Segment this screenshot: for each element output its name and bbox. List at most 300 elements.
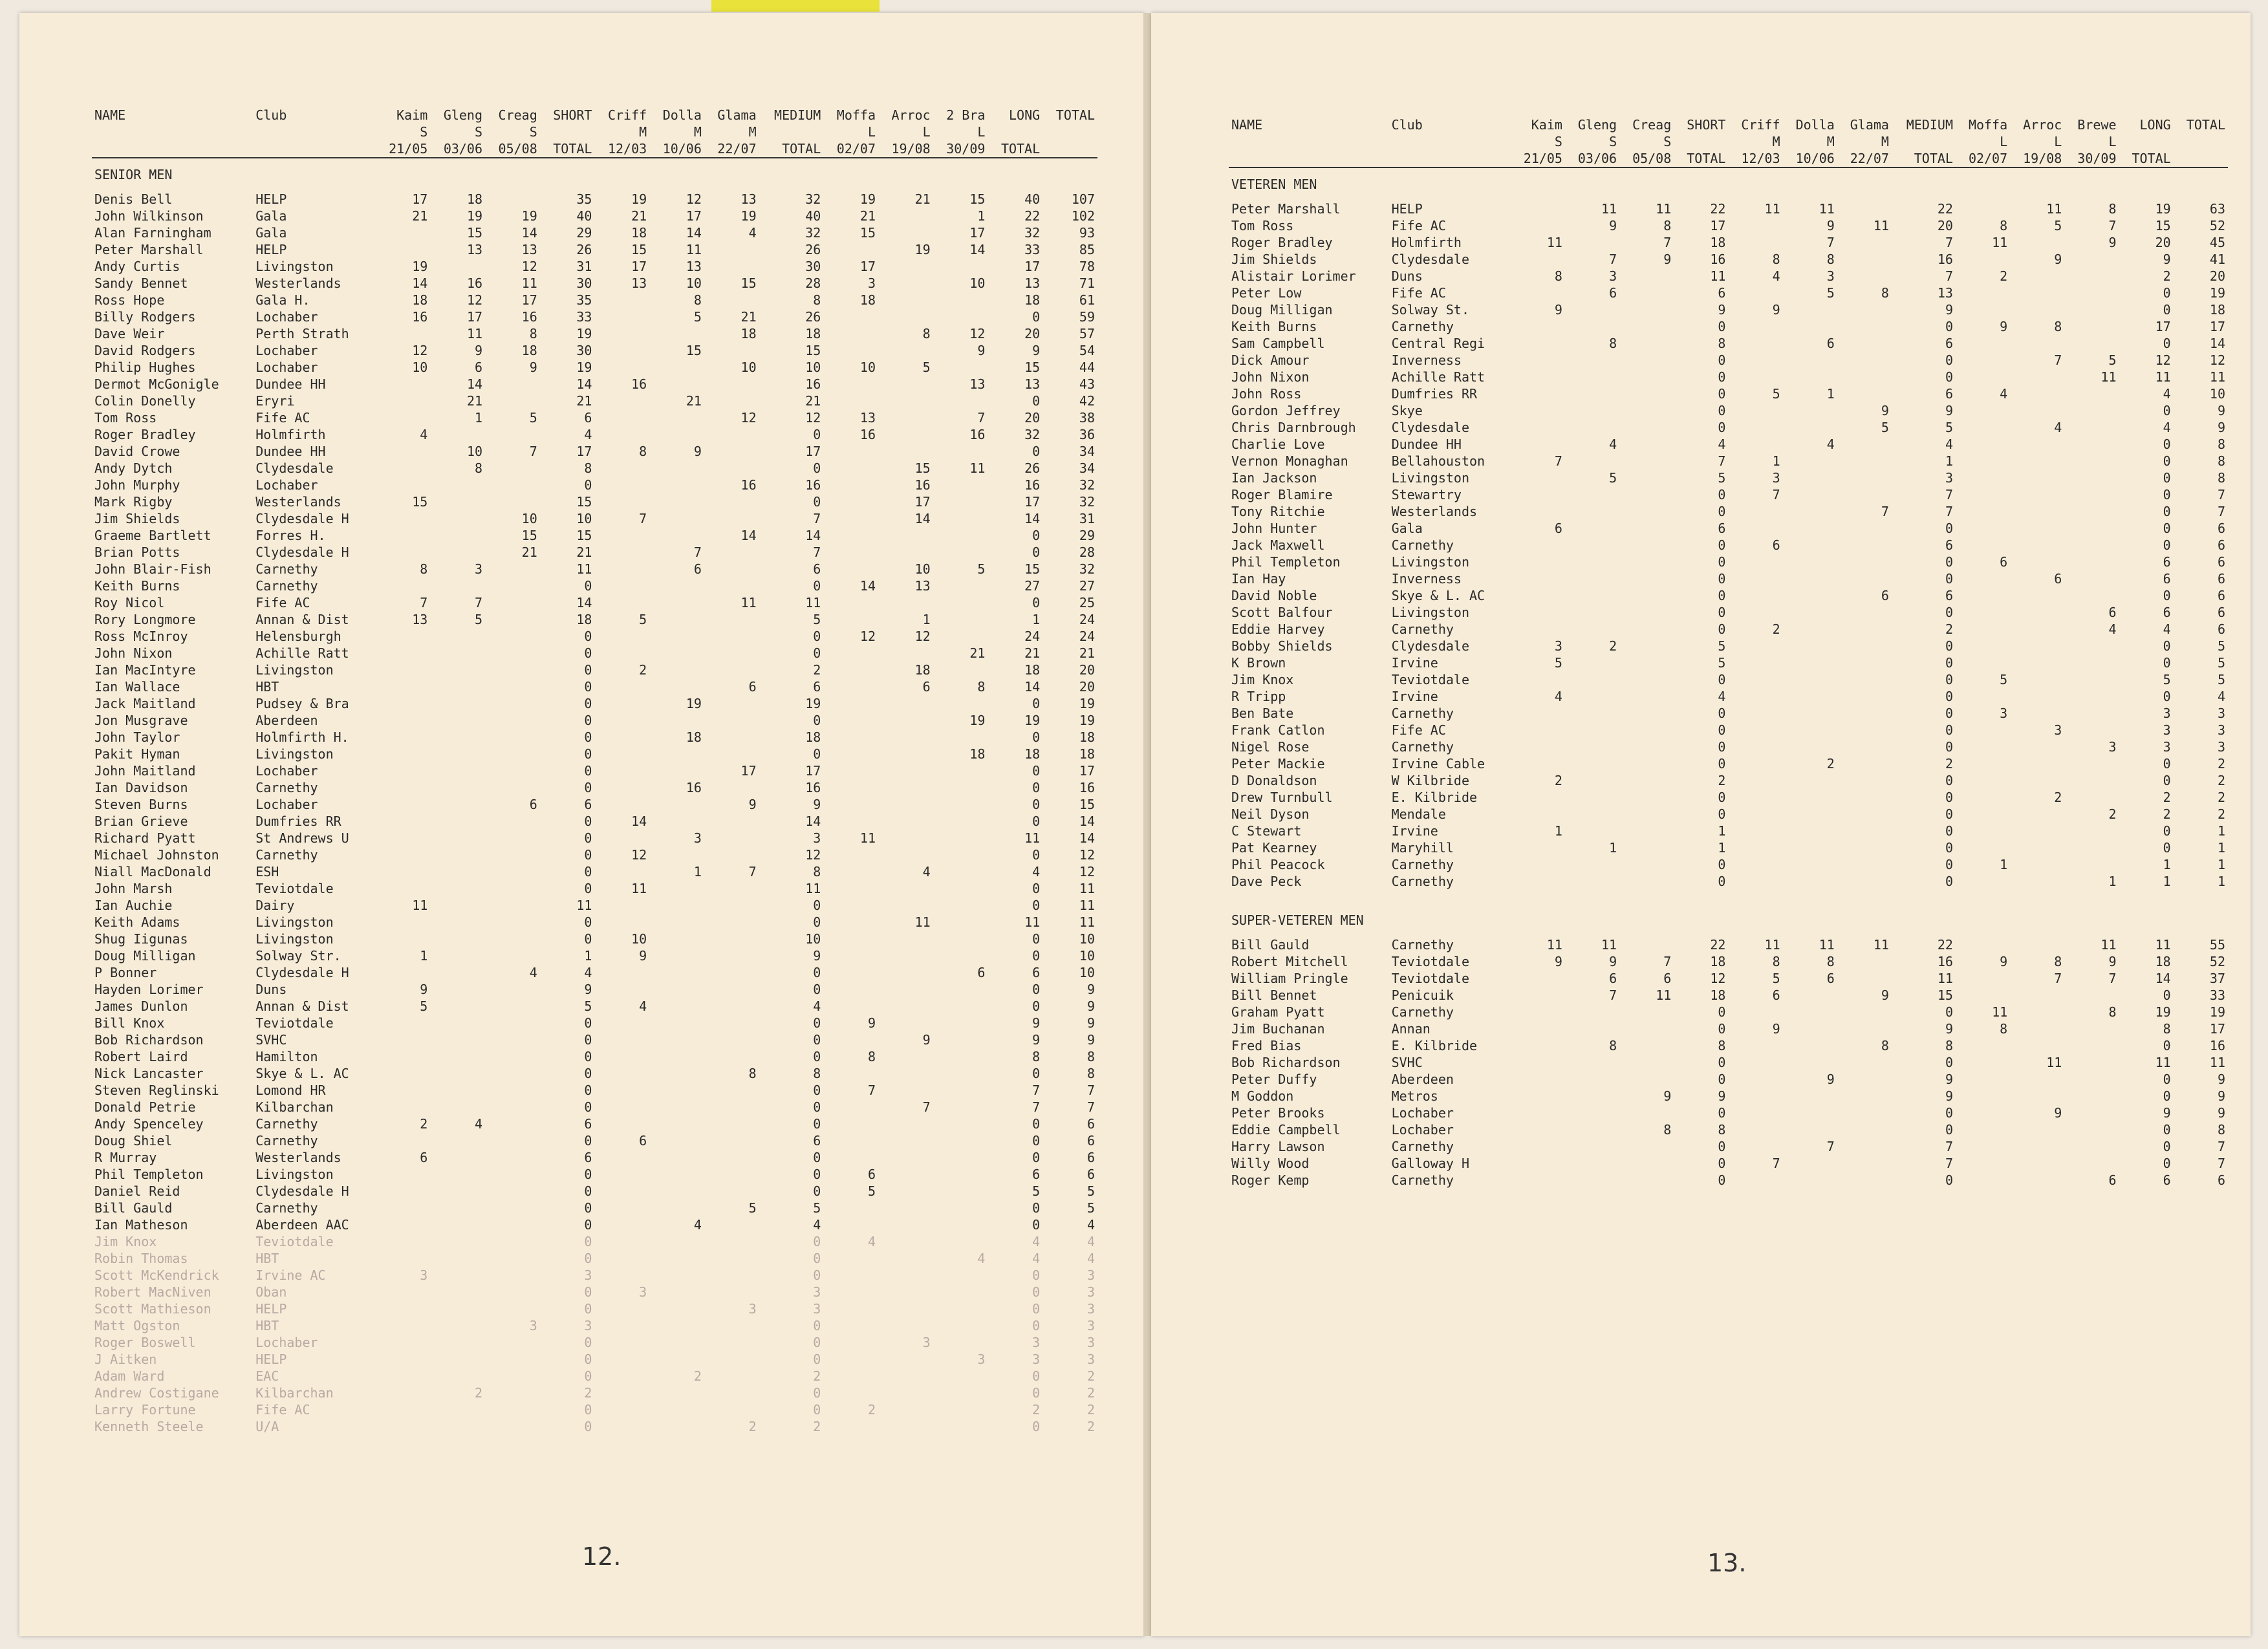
score-cell: [376, 1300, 431, 1317]
score-cell: [1837, 268, 1892, 285]
score-cell: 0: [584, 1133, 592, 1148]
score-cell: [1619, 1004, 1674, 1020]
score-cell: [1783, 469, 1837, 486]
score-cell: 35: [576, 191, 592, 207]
score-cell: [649, 1418, 704, 1435]
club-name: Westerlands: [255, 275, 341, 291]
score-cell: [485, 1065, 540, 1082]
score-cell: [823, 1368, 878, 1385]
score-cell: 14: [466, 376, 483, 392]
header-cell: [2174, 150, 2228, 167]
score-cell: [704, 1116, 759, 1132]
score-cell: 9: [1032, 1032, 1041, 1048]
score-cell: [823, 1065, 878, 1082]
score-cell: 0: [813, 1183, 821, 1199]
score-cell: [1511, 385, 1565, 402]
score-cell: [1837, 436, 1892, 453]
score-cell: 0: [2163, 453, 2171, 469]
score-cell: [1565, 369, 1619, 385]
score-cell: [2010, 469, 2064, 486]
runner-name: Gordon Jeffrey: [1231, 403, 1341, 418]
score-cell: 15: [914, 460, 931, 476]
runner-name: Sam Campbell: [1231, 336, 1325, 351]
score-cell: [1728, 1172, 1782, 1189]
score-cell: [704, 1250, 759, 1267]
score-cell: 0: [584, 645, 592, 661]
score-cell: 14: [969, 242, 986, 257]
table-row: [1229, 705, 2228, 722]
score-cell: [2064, 671, 2119, 688]
score-cell: [1511, 369, 1565, 385]
score-cell: [594, 1368, 649, 1385]
score-cell: [1619, 638, 1674, 654]
score-cell: [704, 1031, 759, 1048]
score-cell: 0: [1032, 847, 1041, 863]
header-cell: L: [2054, 134, 2062, 149]
score-cell: 0: [2163, 773, 2171, 788]
score-cell: [1956, 1172, 2010, 1189]
score-cell: [2010, 436, 2064, 453]
score-cell: 4: [2163, 420, 2171, 435]
score-cell: 21: [805, 393, 821, 409]
score-cell: [1728, 554, 1782, 570]
score-cell: [430, 1149, 485, 1166]
score-cell: [1565, 1155, 1619, 1172]
header-cell: Kaim: [396, 107, 428, 123]
runner-name: John Marsh: [94, 881, 173, 896]
score-cell: [1837, 953, 1892, 970]
score-cell: 2: [1086, 1419, 1095, 1434]
score-cell: [1565, 823, 1619, 839]
runner-name: Nick Lancaster: [94, 1066, 204, 1081]
table-row: [92, 1250, 1097, 1267]
score-cell: 0: [584, 1402, 592, 1417]
score-cell: [1728, 738, 1782, 755]
score-cell: 22: [1024, 208, 1041, 224]
score-cell: 3: [2217, 739, 2225, 755]
score-cell: 9: [1826, 1072, 1835, 1087]
table-row: [92, 409, 1097, 426]
score-cell: 4: [867, 1234, 876, 1249]
score-cell: [933, 1284, 988, 1300]
score-cell: [823, 477, 878, 493]
score-cell: 0: [1032, 595, 1041, 610]
score-cell: [376, 779, 431, 796]
score-cell: [2064, 1105, 2119, 1121]
score-cell: 9: [1032, 343, 1041, 358]
score-cell: 8: [1718, 1122, 1726, 1137]
score-cell: [704, 695, 759, 712]
score-cell: 0: [1718, 790, 1726, 805]
score-cell: [1565, 537, 1619, 554]
score-cell: 0: [1945, 722, 1953, 738]
score-cell: 4: [693, 1217, 702, 1233]
score-cell: [933, 443, 988, 460]
score-cell: [430, 628, 485, 645]
runner-name: Roger Kemp: [1231, 1172, 1310, 1188]
runner-name: Jim Shields: [94, 511, 180, 526]
score-cell: [1956, 251, 2010, 268]
score-cell: [2010, 823, 2064, 839]
score-cell: 9: [2163, 1105, 2171, 1121]
score-cell: 9: [1086, 982, 1095, 997]
score-cell: 12: [1079, 864, 1095, 879]
score-cell: [2010, 1138, 2064, 1155]
table-row: [1229, 268, 2228, 285]
score-cell: 9: [1086, 998, 1095, 1014]
score-cell: 4: [639, 998, 647, 1014]
score-cell: 0: [813, 746, 821, 762]
club-name: U/A: [255, 1419, 279, 1434]
score-cell: 0: [1718, 722, 1726, 738]
score-cell: 0: [2163, 1088, 2171, 1104]
runner-name: Peter Mackie: [1231, 756, 1325, 771]
table-row: [92, 1116, 1097, 1132]
score-cell: [649, 1031, 704, 1048]
score-cell: 0: [1032, 1150, 1041, 1165]
score-cell: [376, 796, 431, 813]
score-cell: 6: [2163, 605, 2171, 620]
table-row: [1229, 554, 2228, 570]
score-cell: 8: [1609, 1038, 1617, 1053]
score-cell: [1619, 537, 1674, 554]
runner-name: R Tripp: [1231, 689, 1286, 704]
score-cell: [1619, 738, 1674, 755]
table-row: [1229, 738, 2228, 755]
score-cell: [704, 779, 759, 796]
score-cell: [649, 460, 704, 477]
score-cell: [1619, 873, 1674, 890]
score-cell: 29: [576, 225, 592, 241]
club-name: Lochaber: [255, 763, 318, 779]
score-cell: 0: [1032, 1368, 1041, 1384]
score-cell: 41: [2209, 252, 2225, 267]
score-cell: [649, 1132, 704, 1149]
score-cell: 6: [584, 1150, 592, 1165]
score-cell: [2010, 1172, 2064, 1189]
score-cell: [1956, 200, 2010, 217]
score-cell: [1728, 1121, 1782, 1138]
score-cell: [933, 695, 988, 712]
score-cell: [1956, 1088, 2010, 1105]
score-cell: 9: [1945, 302, 1953, 318]
club-name: Bellahouston: [1391, 453, 1485, 469]
score-cell: [376, 510, 431, 527]
score-cell: [1956, 638, 2010, 654]
header-cell: M: [639, 124, 647, 140]
score-cell: [1728, 1105, 1782, 1121]
club-name: Aberdeen: [255, 713, 318, 728]
score-cell: 0: [813, 427, 821, 442]
score-cell: 0: [813, 1267, 821, 1283]
score-cell: [1956, 738, 2010, 755]
score-cell: 18: [2209, 302, 2225, 318]
score-cell: 11: [1546, 937, 1562, 953]
score-cell: 7: [2217, 504, 2225, 519]
score-cell: 13: [1937, 285, 1953, 301]
header-cell: 21/05: [1523, 151, 1562, 166]
club-name: Holmfirth: [255, 427, 326, 442]
club-name: Duns: [1391, 268, 1423, 284]
score-cell: [1565, 486, 1619, 503]
club-name: Inverness: [1391, 352, 1462, 368]
score-cell: [430, 1099, 485, 1116]
header-cell: 02/07: [836, 141, 876, 156]
score-cell: 7: [2054, 352, 2062, 368]
score-cell: 9: [2000, 954, 2008, 969]
score-cell: [430, 1334, 485, 1351]
runner-name: Billy Rodgers: [94, 309, 196, 325]
score-cell: 0: [2163, 638, 2171, 654]
score-cell: [376, 527, 431, 544]
runner-name: Bill Bennet: [1231, 987, 1317, 1003]
score-cell: 9: [2163, 252, 2171, 267]
score-cell: [594, 577, 649, 594]
score-cell: [2064, 688, 2119, 705]
score-cell: 6: [867, 1167, 876, 1182]
score-cell: [1956, 469, 2010, 486]
header-cell: Criff: [1741, 117, 1780, 133]
club-name: Clydesdale: [255, 460, 334, 476]
table-row: [1229, 1004, 2228, 1020]
score-cell: [594, 1233, 649, 1250]
score-cell: 10: [805, 360, 821, 375]
table-row: [1229, 436, 2228, 453]
runner-name: Bobby Shields: [1231, 638, 1333, 654]
score-cell: 18: [969, 746, 986, 762]
score-cell: 0: [813, 629, 821, 644]
table-row: [1229, 369, 2228, 385]
score-cell: [430, 1317, 485, 1334]
runner-name: Dermot McGonigle: [94, 376, 219, 392]
score-cell: 2: [2054, 790, 2062, 805]
table-row: [92, 1183, 1097, 1200]
score-cell: [376, 1216, 431, 1233]
score-cell: 21: [1079, 645, 1095, 661]
score-cell: 17: [2209, 1021, 2225, 1037]
club-name: Carnethy: [1391, 1139, 1454, 1154]
score-cell: 8: [2108, 201, 2117, 217]
table-row: [1229, 453, 2228, 469]
score-cell: [933, 813, 988, 830]
score-cell: 12: [412, 343, 428, 358]
score-cell: [823, 931, 878, 947]
score-cell: 44: [1079, 360, 1095, 375]
score-cell: [1619, 385, 1674, 402]
header-cell: Creag: [498, 107, 537, 123]
score-cell: [2064, 1121, 2119, 1138]
table-row: [92, 208, 1097, 224]
score-cell: 2: [2163, 268, 2171, 284]
score-cell: 0: [1945, 857, 1953, 872]
score-cell: 9: [2108, 235, 2117, 250]
runner-name: Philip Hughes: [94, 360, 196, 375]
table-row: [92, 1317, 1097, 1334]
score-cell: [1783, 671, 1837, 688]
score-cell: 3: [922, 1335, 931, 1350]
score-cell: [594, 1099, 649, 1116]
score-cell: 4: [2054, 420, 2062, 435]
score-cell: 15: [412, 494, 428, 510]
header-cell: MEDIUM: [1906, 117, 1953, 133]
score-cell: [2064, 503, 2119, 520]
score-cell: [704, 914, 759, 931]
score-cell: 8: [2163, 1021, 2171, 1037]
score-cell: [1511, 705, 1565, 722]
score-cell: [430, 1300, 485, 1317]
score-cell: [823, 1116, 878, 1132]
table-row: [92, 493, 1097, 510]
score-cell: [704, 510, 759, 527]
score-cell: [704, 998, 759, 1015]
score-cell: 1: [1609, 840, 1617, 856]
club-name: HELP: [255, 1352, 287, 1367]
score-cell: [933, 762, 988, 779]
score-cell: 18: [1710, 235, 1726, 250]
score-cell: [1511, 486, 1565, 503]
score-cell: 5: [1609, 470, 1617, 486]
runner-name: Matt Ogston: [94, 1318, 180, 1333]
score-cell: [485, 998, 540, 1015]
score-cell: [1783, 352, 1837, 369]
score-cell: 5: [813, 1200, 821, 1216]
table-row: [92, 594, 1097, 611]
club-name: Hamilton: [255, 1049, 318, 1064]
score-cell: [1783, 301, 1837, 318]
score-cell: 3: [1086, 1318, 1095, 1333]
club-name: Fife AC: [1391, 722, 1446, 738]
score-cell: 0: [1718, 605, 1726, 620]
score-cell: [878, 1250, 933, 1267]
score-cell: [594, 914, 649, 931]
score-cell: 0: [1945, 672, 1953, 687]
score-cell: [430, 493, 485, 510]
section-title: SENIOR MEN: [94, 167, 173, 182]
score-cell: [1783, 1088, 1837, 1105]
score-cell: [933, 796, 988, 813]
score-cell: [430, 914, 485, 931]
table-row: [92, 510, 1097, 527]
score-cell: [933, 308, 988, 325]
score-cell: 18: [1024, 292, 1041, 308]
score-cell: 3: [1772, 470, 1780, 486]
score-cell: [1619, 1155, 1674, 1172]
score-cell: [704, 846, 759, 863]
score-cell: [594, 359, 649, 376]
table-row: [92, 914, 1097, 931]
score-cell: [2010, 301, 2064, 318]
club-name: Pudsey & Bra: [255, 696, 349, 711]
score-cell: 4: [2108, 621, 2117, 637]
score-cell: [1619, 503, 1674, 520]
score-cell: 17: [1079, 763, 1095, 779]
table-row: [1229, 953, 2228, 970]
score-cell: 4: [584, 427, 592, 442]
header-cell: 30/09: [2077, 151, 2117, 166]
score-cell: [1728, 823, 1782, 839]
score-cell: [878, 443, 933, 460]
score-cell: 15: [1937, 987, 1953, 1003]
score-cell: [649, 931, 704, 947]
runner-name: Willy Wood: [1231, 1156, 1310, 1171]
score-cell: [933, 577, 988, 594]
score-cell: 0: [1718, 1055, 1726, 1070]
score-cell: 11: [466, 326, 483, 341]
runner-name: Pat Kearney: [1231, 840, 1317, 856]
score-cell: 19: [805, 696, 821, 711]
score-cell: 9: [1663, 252, 1672, 267]
score-cell: 2: [639, 662, 647, 678]
score-cell: 9: [2217, 1105, 2225, 1121]
score-cell: 11: [969, 460, 986, 476]
score-cell: 16: [412, 309, 428, 325]
score-cell: 2: [2163, 790, 2171, 805]
club-name: Annan & Dist: [255, 998, 349, 1014]
header-cell: Kaim: [1531, 117, 1562, 133]
score-cell: 0: [1032, 1267, 1041, 1283]
score-cell: [649, 897, 704, 914]
score-cell: [594, 1065, 649, 1082]
club-name: SVHC: [1391, 1055, 1423, 1070]
club-name: Skye: [1391, 403, 1423, 418]
score-cell: 16: [686, 780, 702, 795]
table-row: [1229, 654, 2228, 671]
score-cell: [649, 1082, 704, 1099]
score-cell: [704, 1317, 759, 1334]
club-name: E. Kilbride: [1391, 790, 1478, 805]
score-cell: [594, 325, 649, 342]
score-cell: 11: [1656, 201, 1672, 217]
score-cell: 2: [1086, 1368, 1095, 1384]
score-cell: [2010, 1155, 2064, 1172]
club-name: Livingston: [255, 259, 334, 274]
score-cell: [1783, 1004, 1837, 1020]
club-name: Aberdeen: [1391, 1072, 1454, 1087]
score-cell: 32: [1079, 477, 1095, 493]
table-row: [1229, 200, 2228, 217]
score-cell: [1837, 520, 1892, 537]
score-cell: 1: [2217, 874, 2225, 889]
runner-name: Daniel Reid: [94, 1183, 180, 1199]
score-cell: 0: [1718, 537, 1726, 553]
score-cell: 6: [977, 965, 986, 980]
score-cell: [878, 1368, 933, 1385]
score-cell: [704, 1368, 759, 1385]
score-cell: 20: [1024, 326, 1041, 341]
score-cell: 10: [521, 511, 537, 526]
score-cell: [649, 712, 704, 729]
score-cell: [823, 393, 878, 409]
score-cell: 5: [2054, 218, 2062, 233]
score-cell: 7: [813, 544, 821, 560]
score-cell: [1956, 688, 2010, 705]
score-cell: [1956, 352, 2010, 369]
score-cell: [594, 779, 649, 796]
score-cell: 8: [420, 561, 428, 577]
score-cell: [823, 308, 878, 325]
score-cell: [2064, 469, 2119, 486]
runner-name: Jim Buchanan: [1231, 1021, 1325, 1037]
score-cell: [1956, 453, 2010, 469]
score-cell: 3: [474, 561, 483, 577]
score-cell: [1565, 318, 1619, 335]
score-cell: [430, 1401, 485, 1418]
score-cell: [430, 729, 485, 746]
score-cell: [2010, 987, 2064, 1004]
score-cell: [1619, 1138, 1674, 1155]
score-cell: [376, 662, 431, 678]
score-cell: 0: [1945, 1004, 1953, 1020]
